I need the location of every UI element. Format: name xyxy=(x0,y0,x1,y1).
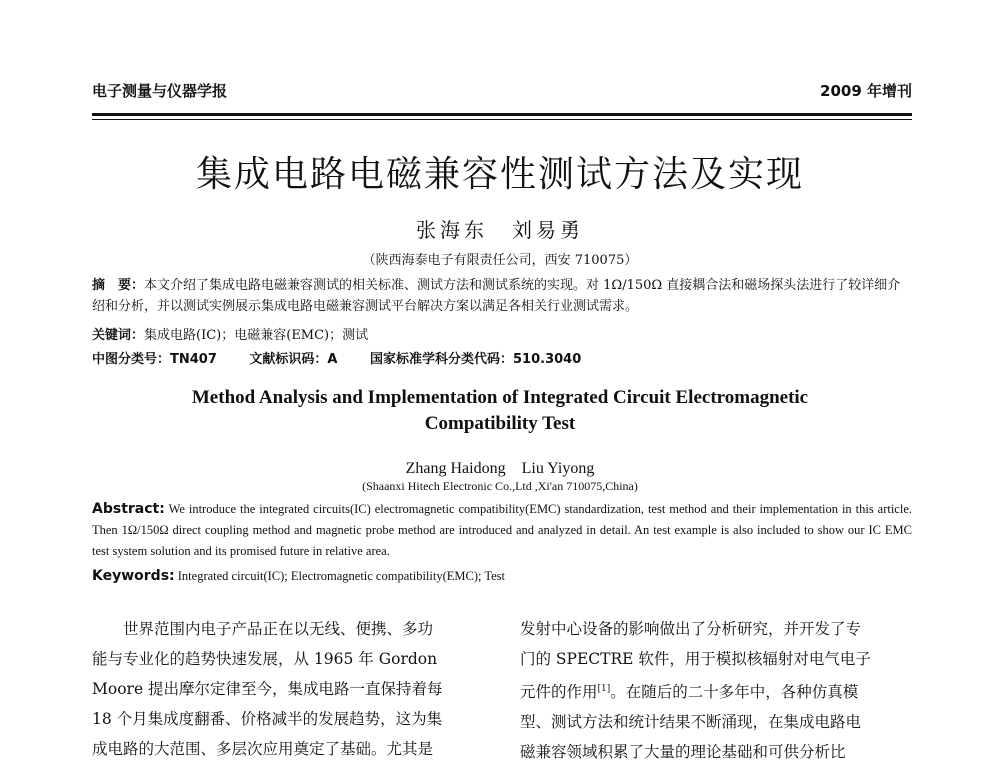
std-code: 国家标准学科分类代码：510.3040 xyxy=(370,352,582,367)
body-line: 磁兼容领域积累了大量的理论基础和可供分析比 xyxy=(520,743,846,762)
header-rule-thin xyxy=(92,119,912,120)
body-line: 门的 SPECTRE 软件，用于模拟核辐射对电气电子 xyxy=(520,650,871,668)
issue-label: 2009 年增刊 xyxy=(820,82,912,100)
body-column-right xyxy=(520,614,912,767)
authors-cn: 张海东 刘易勇 xyxy=(416,218,584,242)
body-line-tail: 。在随后的二十多年中，各种仿真模 xyxy=(610,683,859,702)
body-line xyxy=(520,674,912,707)
paper-title-en xyxy=(0,385,1000,437)
citation-ref: [1] xyxy=(597,684,611,694)
body-line: 成电路的大范围、多层次应用奠定了基础。尤其是 xyxy=(92,740,434,758)
abstract-cn-label: 摘 要： xyxy=(92,278,145,293)
journal-name: 电子测量与仪器学报 xyxy=(92,82,228,100)
body-line: 型、测试方法和统计结果不断涌现，在集成电路电 xyxy=(520,713,862,732)
paper-title-en-text: Method Analysis and Implementation of Integrated Circuit Electromagnetic Compatibility Test xyxy=(191,387,809,434)
body-line: Moore 提出摩尔定律至今，集成电路一直保持着每 xyxy=(92,680,443,698)
body-line: 世界范围内电子产品正在以无线、便携、多功 xyxy=(123,620,434,638)
body-line-head: 元件的作用 xyxy=(520,683,598,702)
keywords-en xyxy=(92,566,912,587)
affiliation-en: (Shaanxi Hitech Electronic Co.,Ltd ,Xi'an 710075,China) xyxy=(362,479,638,493)
abstract-cn-text: 本文介绍了集成电路电磁兼容测试的相关标准、测试方法和测试系统的实现。对 1Ω/150Ω 直接耦合法和磁场探头法进行了较详细介绍和分析，并以测试实例展示集成电路电磁兼容测试平台解决方案以满足各相关行业测试需求。 xyxy=(92,278,901,314)
body-column-left xyxy=(92,614,484,764)
abstract-en-text: We introduce the integrated circuits(IC) electromagnetic compatibility(EMC) standardization, test method and their implementation in this article. Then 1Ω/150Ω direct coupling method and magnetic probe method are introduced and analyzed in detail. An test example is also included to show our IC EMC test system solution and its promised future in relative area. xyxy=(92,502,912,558)
doc-code: 文献标识码：A xyxy=(249,352,338,367)
classification-row xyxy=(92,348,912,367)
abstract-cn xyxy=(92,275,912,317)
keywords-en-text: Integrated circuit(IC); Electromagnetic compatibility(EMC); Test xyxy=(177,569,506,583)
body-line: 发射中心设备的影响做出了分析研究，并开发了专 xyxy=(520,620,862,638)
body-line: 18 个月集成度翻番、价格减半的发展趋势，这为集 xyxy=(92,710,443,728)
keywords-cn xyxy=(92,325,912,346)
keywords-cn-text: 集成电路(IC)；电磁兼容(EMC)；测试 xyxy=(144,328,369,343)
body-line: 能与专业化的趋势快速发展，从 1965 年 Gordon xyxy=(92,650,438,668)
header-rule-thick xyxy=(92,113,912,116)
keywords-en-label: Keywords: xyxy=(92,568,175,584)
abstract-en-label: Abstract: xyxy=(92,501,165,517)
abstract-en xyxy=(92,499,912,562)
keywords-cn-label: 关键词： xyxy=(92,328,145,343)
authors-en: Zhang Haidong Liu Yiyong xyxy=(405,460,595,477)
paper-title-cn: 集成电路电磁兼容性测试方法及实现 xyxy=(195,154,804,195)
clc-code: 中图分类号：TN407 xyxy=(92,352,217,367)
affiliation-cn: （陕西海泰电子有限责任公司，西安 710075） xyxy=(362,253,638,268)
